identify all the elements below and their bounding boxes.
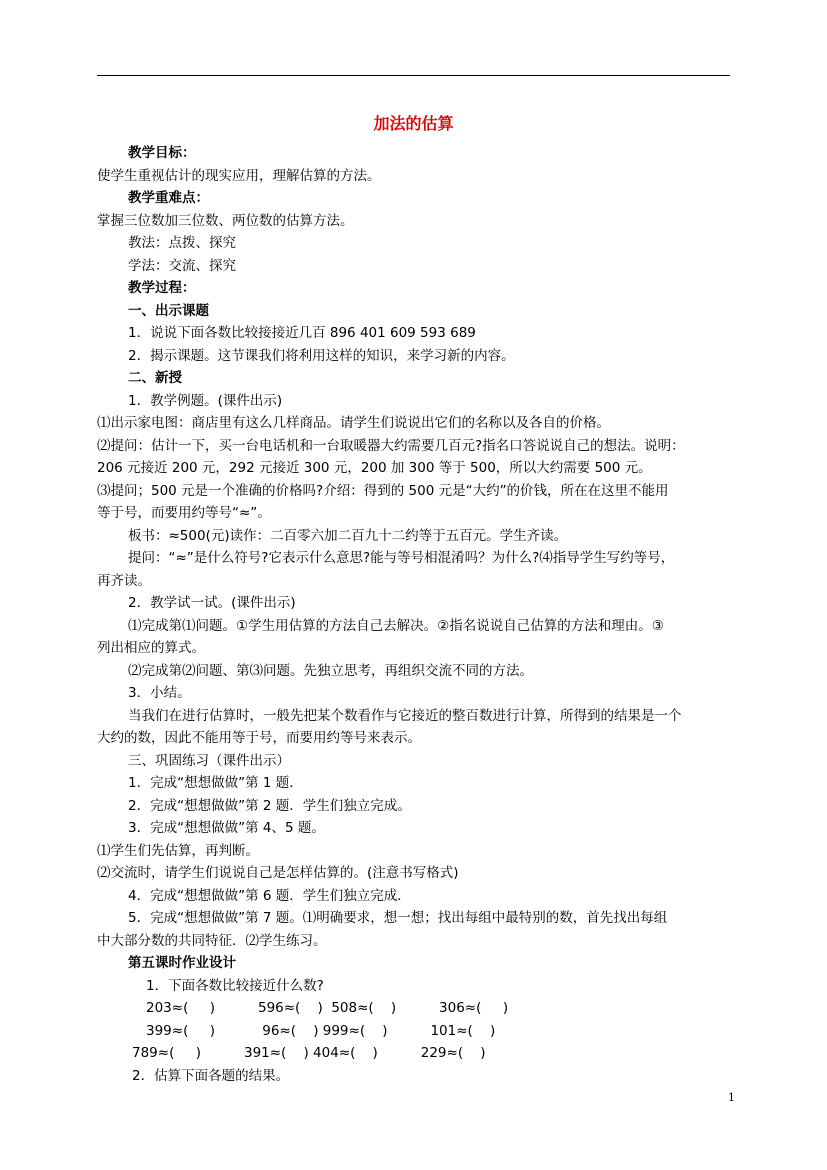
section-heading-3: 三、巩固练习（课件出示） [128, 752, 290, 769]
exercise-row: 399≈( ) 96≈( ) 999≈( ) 101≈( ) [146, 1022, 496, 1039]
learning-method-line: 学法：交流、探究 [128, 257, 236, 274]
paragraph-line: 4．完成“想想做做”第 6 题．学生们独立完成． [128, 887, 411, 904]
header-rule [97, 75, 730, 76]
teaching-method-line: 教法：点拨、探究 [128, 235, 236, 251]
paragraph-line: 中大部分数的共同特征．⑵学生练习。 [97, 932, 327, 949]
paragraph-line: 使学生重视估计的现实应用，理解估算的方法。 [97, 167, 381, 184]
page-number: 1 [728, 1091, 735, 1104]
paragraph-line: 2．揭示课题。这节课我们将利用这样的知识，来学习新的内容。 [128, 347, 515, 364]
exercise-row: 203≈( ) 596≈( ) 508≈( ) 306≈( ) [146, 1000, 509, 1016]
paragraph-line: 5．完成“想想做做”第 7 题。⑴明确要求，想一想；找出每组中最特别的数，首先找出每组 [128, 910, 668, 926]
paragraph-line: 2．完成“想想做做”第 2 题．学生们独立完成。 [128, 797, 411, 814]
paragraph-line: ⑶提问；500 元是一个准确的价格吗?介绍：得到的 500 元是“大约”的价钱，所在在这里不能用 [97, 482, 669, 499]
paragraph-line: 2．教学试一试。(课件出示) [128, 595, 296, 611]
section-heading-1: 一、出示课题 [128, 302, 209, 319]
paragraph-line: 列出相应的算式。 [97, 640, 205, 656]
document-body [97, 142, 733, 1087]
paragraph-line: 大约的数，因此不能用等于号，而要用约等号来表示。 [97, 730, 421, 746]
paragraph-line: 206 元接近 200 元，292 元接近 300 元，200 加 300 等于 500，所以大约需要 500 元。 [97, 460, 652, 476]
paragraph-line: 1．教学例题。(课件出示) [128, 392, 283, 409]
paragraph-line: ⑵提问：估计一下，买一台电话机和一台取暖器大约需要几百元?指名口答说说自己的想法。说明： [97, 437, 685, 454]
heading-teaching-goals: 教学目标： [128, 145, 196, 161]
paragraph-line: 提问：“≈”是什么符号?它表示什么意思?能与等号相混淆吗？为什么?⑷指导学生写约等号， [128, 550, 675, 566]
paragraph-line: ⑵完成第⑵问题、第⑶问题。先独立思考，再组织交流不同的方法。 [128, 662, 533, 679]
paragraph-line: 3．小结。 [128, 685, 191, 701]
heading-key-points: 教学重难点： [128, 190, 209, 206]
paragraph-line: 板书：≈500(元)读作：二百零六加二百九十二约等于五百元。学生齐读。 [128, 527, 568, 544]
heading-teaching-process: 教学过程： [128, 280, 196, 296]
paragraph-line: 3．完成“想想做做”第 4、5 题。 [128, 820, 325, 836]
paragraph-line: 掌握三位数加三位数、两位数的估算方法。 [97, 212, 354, 229]
section-heading-2: 二、新授 [128, 370, 182, 386]
exercise-instruction: 1．下面各数比较接近什么数? [146, 977, 324, 994]
paragraph-line: 再齐读。 [97, 572, 151, 589]
exercise-row: 789≈( ) 391≈( ) 404≈( ) 229≈( ) [132, 1045, 486, 1061]
paragraph-line: ⑴出示家电图：商店里有这么几样商品。请学生们说说出它们的名称以及各自的价格。 [97, 415, 610, 431]
paragraph-line: ⑵交流时，请学生们说说自己是怎样估算的。(注意书写格式) [97, 865, 459, 881]
paragraph-line: 等于号，而要用约等号“≈”。 [97, 505, 271, 521]
exercise-instruction: 2．估算下面各题的结果。 [132, 1067, 290, 1084]
paragraph-line: 1．完成“想想做做”第 1 题． [128, 775, 303, 791]
page-title: 加法的估算 [373, 114, 454, 133]
heading-homework-design: 第五课时作业设计 [128, 955, 236, 971]
paragraph-line: ⑴学生们先估算，再判断。 [97, 842, 259, 859]
paragraph-line: ⑴完成第⑴问题。①学生用估算的方法自己去解决。②指名说说自己估算的方法和理由。③ [128, 617, 664, 634]
paragraph-line: 1．说说下面各数比较接接近几百 896 401 609 593 689 [128, 325, 476, 341]
paragraph-line: 当我们在进行估算时，一般先把某个数看作与它接近的整百数进行计算，所得到的结果是一个 [128, 707, 682, 724]
